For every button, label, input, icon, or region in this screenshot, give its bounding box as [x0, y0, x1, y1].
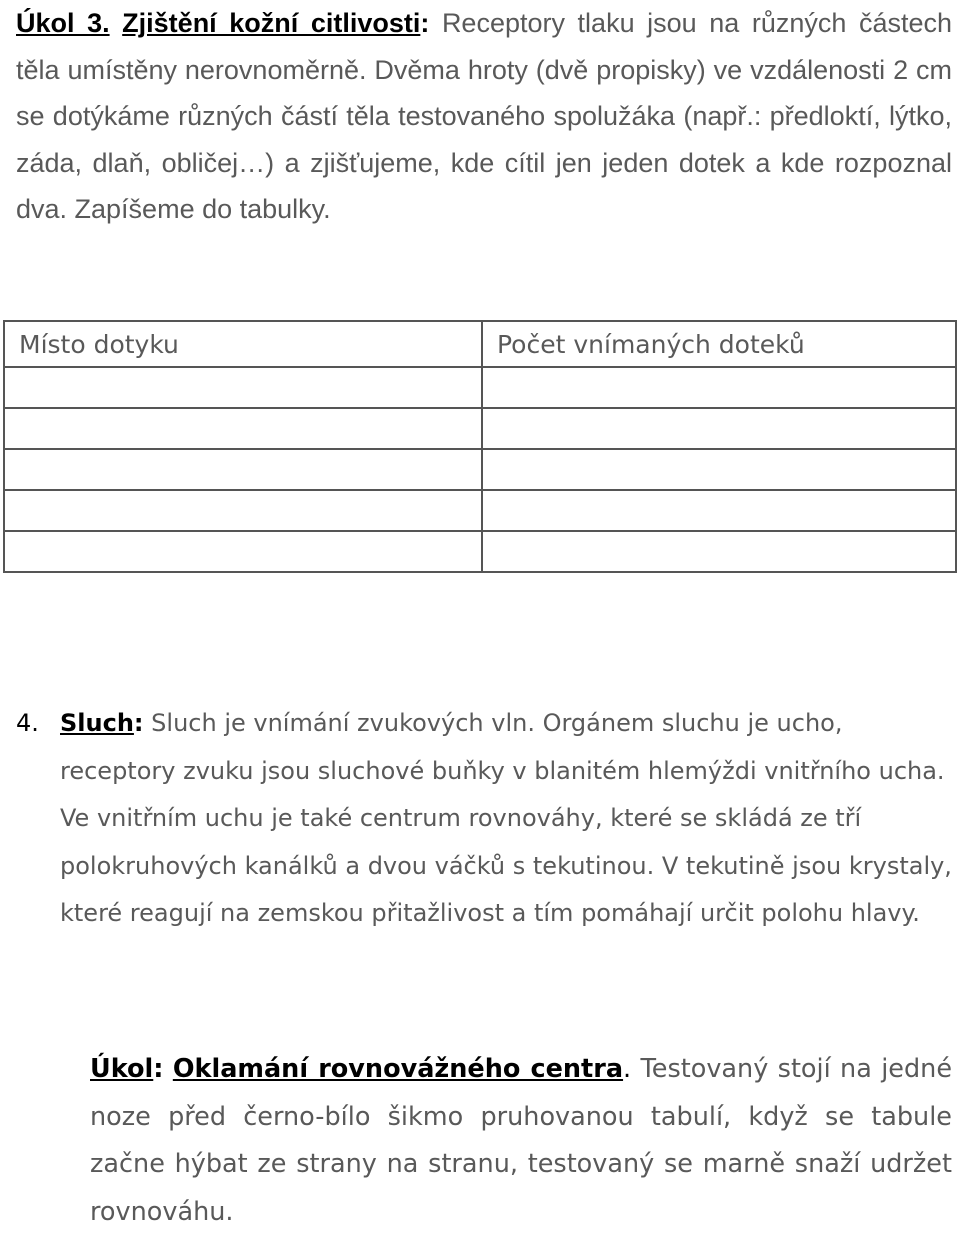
table-cell[interactable]	[4, 449, 482, 490]
table-cell[interactable]	[4, 367, 482, 408]
task-label: Úkol	[90, 1054, 154, 1084]
table-cell[interactable]	[4, 531, 482, 572]
table-cell[interactable]	[482, 449, 956, 490]
table-row	[4, 531, 956, 572]
table-header-row	[4, 321, 956, 367]
table-row	[4, 408, 956, 449]
section-3-paragraph	[16, 0, 952, 233]
table-cell[interactable]	[4, 490, 482, 531]
section-4-colon: :	[133, 709, 144, 737]
section-4-paragraph	[16, 700, 952, 938]
section-3-text: Receptory tlaku jsou na různých částech těla umístěny nerovnoměrně. Dvěma hroty (dvě propisky) ve vzdálenosti 2 cm se dotýkáme různých částí těla testovaného spolužáka (např.: předloktí, lýtko, záda, dlaň, obličej…) a zjišťujeme, kde cítil jen jeden dotek a kde rozpoznal dva. Zapíšeme do tabulky.	[16, 8, 952, 224]
task-colon: :	[153, 1054, 164, 1084]
header-cell-count: Počet vnímaných doteků	[482, 321, 956, 367]
table-cell[interactable]	[4, 408, 482, 449]
table-cell[interactable]	[482, 531, 956, 572]
section-3-label: Úkol 3.	[16, 8, 110, 38]
section-3-heading: Zjištění kožní citlivosti	[122, 8, 421, 38]
section-3-colon: :	[420, 8, 430, 38]
section-4-number: 4.	[16, 709, 39, 737]
table-cell[interactable]	[482, 408, 956, 449]
task-text: Testovaný stojí na jedné noze před černo-bílo šikmo pruhovanou tabulí, když se tabule začne hýbat ze strany na stranu, testovaný se marně snaží udržet rovnováhu.	[90, 1054, 953, 1227]
header-cell-place: Místo dotyku	[4, 321, 482, 367]
table-row	[4, 367, 956, 408]
table-row	[4, 449, 956, 490]
task-paragraph	[90, 1046, 952, 1236]
table-cell[interactable]	[482, 490, 956, 531]
section-4-body	[60, 700, 952, 938]
touch-sensitivity-table	[3, 320, 957, 573]
table-row	[4, 490, 956, 531]
section-4-text: Sluch je vnímání zvukových vln. Orgánem sluchu je ucho, receptory zvuku jsou sluchové buňky v blanitém hlemýždi vnitřního ucha. Ve vnitřním uchu je také centrum rovnováhy, které se skládá ze tří polokruhových kanálků a dvou váčků s tekutinou. V tekutině jsou krystaly, které reagují na zemskou přitažlivost a tím pomáhají určit polohu hlavy.	[60, 709, 952, 927]
task-heading: Oklamání rovnovážného centra	[172, 1054, 624, 1084]
section-4-heading: Sluch	[60, 709, 134, 737]
table-cell[interactable]	[482, 367, 956, 408]
task-heading-dot: .	[623, 1054, 632, 1084]
